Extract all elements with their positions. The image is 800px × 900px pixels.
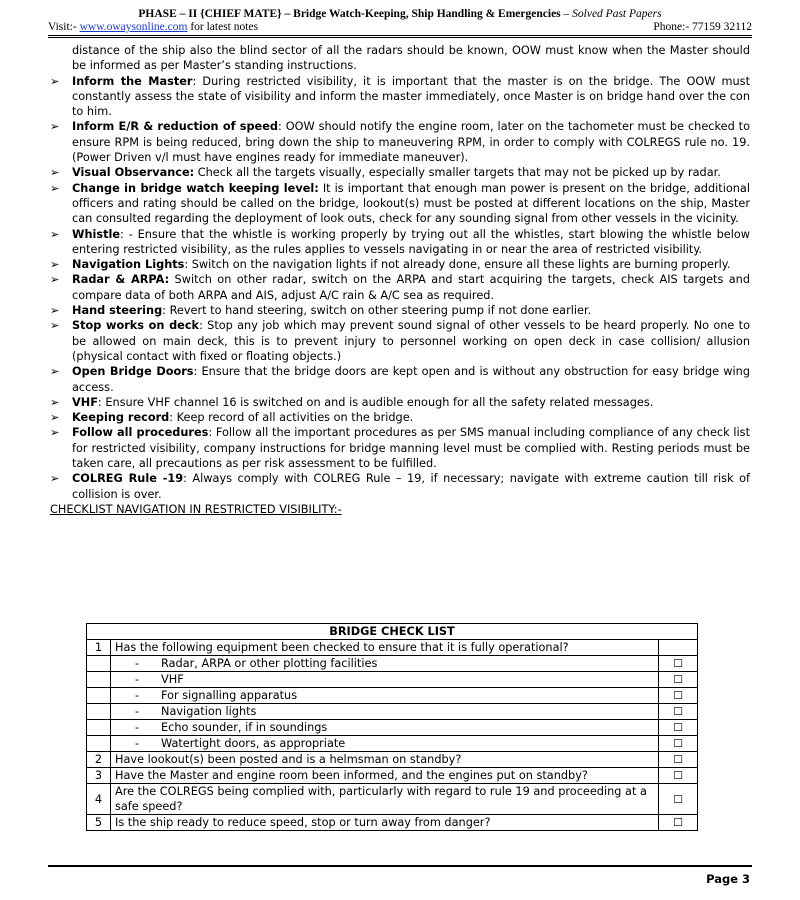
checkbox-cell xyxy=(659,736,698,752)
checkbox-icon[interactable]: ☐ xyxy=(673,816,683,829)
bullet-heading: Visual Observance: xyxy=(72,166,195,180)
question-number-empty xyxy=(87,688,111,704)
bullet-item xyxy=(50,257,750,272)
question-number: 3 xyxy=(87,768,111,784)
dash-marker: - xyxy=(135,705,140,718)
sub-item-text: Radar, ARPA or other plotting facilities xyxy=(161,657,378,670)
bullet-text: : Revert to hand steering, switch on other steering pump if not done earlier. xyxy=(162,304,592,318)
sub-item-cell xyxy=(111,736,659,752)
checkbox-icon[interactable]: ☐ xyxy=(673,689,683,702)
arrow-bullet-icon: ➢ xyxy=(50,426,60,440)
sub-item-text: For signalling apparatus xyxy=(161,689,298,702)
bullet-heading: Stop works on deck xyxy=(72,319,200,333)
bullet-heading: Follow all procedures xyxy=(72,426,209,440)
checkbox-cell xyxy=(659,752,698,768)
question-number: 4 xyxy=(87,784,111,815)
bullet-item xyxy=(50,318,750,364)
website-link[interactable]: www.owaysonline.com xyxy=(79,21,188,33)
bullet-item xyxy=(50,471,750,502)
table-row xyxy=(87,704,698,720)
bullet-text: : During restricted visibility, it is important that the master is on the bridge. The OOW must constantly assess the state of visibility and inform the master immediately, once Master is on bridge hand over the con to him. xyxy=(72,74,750,119)
header-visit xyxy=(48,21,258,34)
sub-item-cell xyxy=(111,720,659,736)
question-number: 2 xyxy=(87,752,111,768)
table-row xyxy=(87,815,698,831)
footer-divider xyxy=(48,865,752,867)
header-title xyxy=(48,8,752,21)
checkbox-icon[interactable]: ☐ xyxy=(673,705,683,718)
table-row xyxy=(87,656,698,672)
checkbox-icon[interactable]: ☐ xyxy=(673,753,683,766)
bullet-heading: Inform E/R & reduction of speed xyxy=(72,120,278,134)
question-text: Is the ship ready to reduce speed, stop or turn away from danger? xyxy=(111,815,659,831)
arrow-bullet-icon: ➢ xyxy=(50,319,60,333)
checkbox-cell xyxy=(659,784,698,815)
bullet-item xyxy=(50,425,750,471)
bullet-item xyxy=(50,410,750,425)
table-row xyxy=(87,736,698,752)
header-contact-row xyxy=(48,21,752,34)
checkbox-cell xyxy=(659,768,698,784)
table-row xyxy=(87,688,698,704)
sub-item-text: VHF xyxy=(161,673,184,686)
dash-marker: - xyxy=(135,721,140,734)
bullet-item xyxy=(50,364,750,395)
question-number: 5 xyxy=(87,815,111,831)
bullet-item xyxy=(50,272,750,303)
empty-cell xyxy=(659,640,698,656)
checkbox-cell xyxy=(659,672,698,688)
checkbox-icon[interactable]: ☐ xyxy=(673,721,683,734)
sub-item-cell xyxy=(111,704,659,720)
checkbox-icon[interactable]: ☐ xyxy=(673,737,683,750)
page-header xyxy=(48,8,752,34)
dash-marker: - xyxy=(135,737,140,750)
bullet-heading: COLREG Rule -19 xyxy=(72,472,184,486)
arrow-bullet-icon: ➢ xyxy=(50,74,60,88)
bridge-checklist-table xyxy=(86,623,698,831)
bullet-heading: Keeping record xyxy=(72,411,170,425)
question-number-empty xyxy=(87,672,111,688)
bullet-heading: Change in bridge watch keeping level: xyxy=(72,181,319,195)
table-row xyxy=(87,768,698,784)
bullet-text: : Keep record of all activities on the bridge. xyxy=(169,411,414,425)
bullet-text: Check all the targets visually, especially smaller targets that may not be picked up by radar. xyxy=(194,166,721,180)
checkbox-icon[interactable]: ☐ xyxy=(673,792,683,806)
bullet-item xyxy=(50,165,750,180)
checkbox-cell xyxy=(659,720,698,736)
bullet-heading: Inform the Master xyxy=(72,74,193,88)
bullet-text: It is important that enough man power is present on the bridge, additional officers and rating should be called on the bridge, lookout(s) must be posted at different locations on the ship, Master can consulted regarding the deployment of look outs, check for any sounding signal from other vessels in the vicinity. xyxy=(72,181,750,226)
visit-suffix: for latest notes xyxy=(190,21,259,33)
arrow-bullet-icon: ➢ xyxy=(50,258,60,272)
bullet-item xyxy=(50,74,750,120)
bullet-item xyxy=(50,119,750,165)
table-title: BRIDGE CHECK LIST xyxy=(87,624,698,640)
header-divider xyxy=(48,35,752,38)
question-number: 1 xyxy=(87,640,111,656)
bullet-heading: Whistle xyxy=(72,227,121,241)
visit-label: Visit:- xyxy=(48,21,77,33)
bullet-text: : Follow all the important procedures as per SMS manual including compliance of any check list for restricted visibility, company instructions for bridge manning level must be complied with. Resting periods must be taken care, all precautions as per risk assessment to be fulfilled. xyxy=(72,426,750,471)
bullet-item xyxy=(50,303,750,318)
checkbox-cell xyxy=(659,704,698,720)
checkbox-icon[interactable]: ☐ xyxy=(673,769,683,782)
bullet-item xyxy=(50,227,750,258)
question-number-empty xyxy=(87,656,111,672)
bullet-text: : OOW should notify the engine room, later on the tachometer must be checked to ensure RPM is being reduced, bring down the ship to maneuvering RPM, in order to comply with COLREGS rule no. 19. (Power Driven v/l must have engines ready for immediate maneuver). xyxy=(72,120,751,165)
bullet-text: : Ensure VHF channel 16 is switched on and is audible enough for all the safety related messages. xyxy=(97,395,654,409)
checkbox-cell xyxy=(659,688,698,704)
page-content xyxy=(50,43,750,517)
checklist-heading: CHECKLIST NAVIGATION IN RESTRICTED VISIBILITY:- xyxy=(50,502,342,516)
page-number: Page 3 xyxy=(706,872,750,886)
dash-marker: - xyxy=(135,673,140,686)
table-row xyxy=(87,752,698,768)
bullet-text: : Switch on the navigation lights if not already done, ensure all these lights are burning properly. xyxy=(184,258,731,272)
table-row xyxy=(87,784,698,815)
bullet-text: : Stop any job which may prevent sound signal of other vessels to be heard properly. No one to be allowed on main deck, this is to prevent injury to personnel working on open deck in case collision/ allusion (physical contact with fixed or floating objects.) xyxy=(72,319,750,363)
table-row xyxy=(87,672,698,688)
bullet-item xyxy=(50,395,750,410)
arrow-bullet-icon: ➢ xyxy=(50,166,60,180)
table-title-row xyxy=(87,624,698,640)
sub-item-text: Echo sounder, if in soundings xyxy=(161,721,328,734)
checkbox-icon[interactable]: ☐ xyxy=(673,673,683,686)
arrow-bullet-icon: ➢ xyxy=(50,304,60,318)
arrow-bullet-icon: ➢ xyxy=(50,411,60,425)
question-text: Have lookout(s) been posted and is a helmsman on standby? xyxy=(111,752,659,768)
table-row xyxy=(87,640,698,656)
arrow-bullet-icon: ➢ xyxy=(50,472,60,486)
question-number-empty xyxy=(87,720,111,736)
bullet-item xyxy=(50,181,750,227)
question-text: Are the COLREGS being complied with, particularly with regard to rule 19 and proceeding at a safe speed? xyxy=(111,784,659,815)
header-subtitle: – Solved Past Papers xyxy=(563,8,662,20)
question-text: Has the following equipment been checked to ensure that it is fully operational? xyxy=(111,640,659,656)
header-phone: Phone:- 77159 32112 xyxy=(653,21,752,33)
question-text: Have the Master and engine room been informed, and the engines put on standby? xyxy=(111,768,659,784)
bullet-heading: Radar & ARPA: xyxy=(72,273,170,287)
arrow-bullet-icon: ➢ xyxy=(50,227,60,241)
bullet-heading: Hand steering xyxy=(72,304,163,318)
bullet-list xyxy=(50,74,750,502)
header-title-text: PHASE – II {CHIEF MATE} – Bridge Watch-Keeping, Ship Handling & Emergencies xyxy=(138,8,561,20)
question-number-empty xyxy=(87,736,111,752)
arrow-bullet-icon: ➢ xyxy=(50,365,60,379)
bullet-text: : Always comply with COLREG Rule – 19, if necessary; navigate with extreme caution till risk of collision is over. xyxy=(72,472,750,501)
bullet-heading: Navigation Lights xyxy=(72,258,185,272)
arrow-bullet-icon: ➢ xyxy=(50,273,60,287)
bullet-heading: Open Bridge Doors xyxy=(72,365,194,379)
arrow-bullet-icon: ➢ xyxy=(50,120,60,134)
bullet-text: Switch on other radar, switch on the ARPA and start acquiring the targets, check AIS targets and compare data of both ARPA and AIS, adjust A/C rain & A/C sea as required. xyxy=(72,273,751,302)
arrow-bullet-icon: ➢ xyxy=(50,395,60,409)
sub-item-text: Navigation lights xyxy=(161,705,257,718)
arrow-bullet-icon: ➢ xyxy=(50,181,60,195)
sub-item-cell xyxy=(111,688,659,704)
bullet-text: : Ensure that the bridge doors are kept open and is without any obstruction for easy bridge wing access. xyxy=(72,365,750,394)
dash-marker: - xyxy=(135,657,140,670)
bullet-text: : - Ensure that the whistle is working properly by trying out all the whistles, start blowing the whistle below entering restricted visibility, as the rules applies to vessels navigating in or near the area of restricted visibility. xyxy=(72,227,750,256)
table-row xyxy=(87,720,698,736)
sub-item-text: Watertight doors, as appropriate xyxy=(161,737,346,750)
sub-item-cell xyxy=(111,656,659,672)
checkbox-cell xyxy=(659,815,698,831)
checkbox-cell xyxy=(659,656,698,672)
dash-marker: - xyxy=(135,689,140,702)
question-number-empty xyxy=(87,704,111,720)
bullet-heading: VHF xyxy=(72,395,98,409)
intro-paragraph: distance of the ship also the blind sector of all the radars should be known, OOW must know when the Master should be informed as per Master’s standing instructions. xyxy=(72,44,750,73)
checkbox-icon[interactable]: ☐ xyxy=(673,657,683,670)
sub-item-cell xyxy=(111,672,659,688)
